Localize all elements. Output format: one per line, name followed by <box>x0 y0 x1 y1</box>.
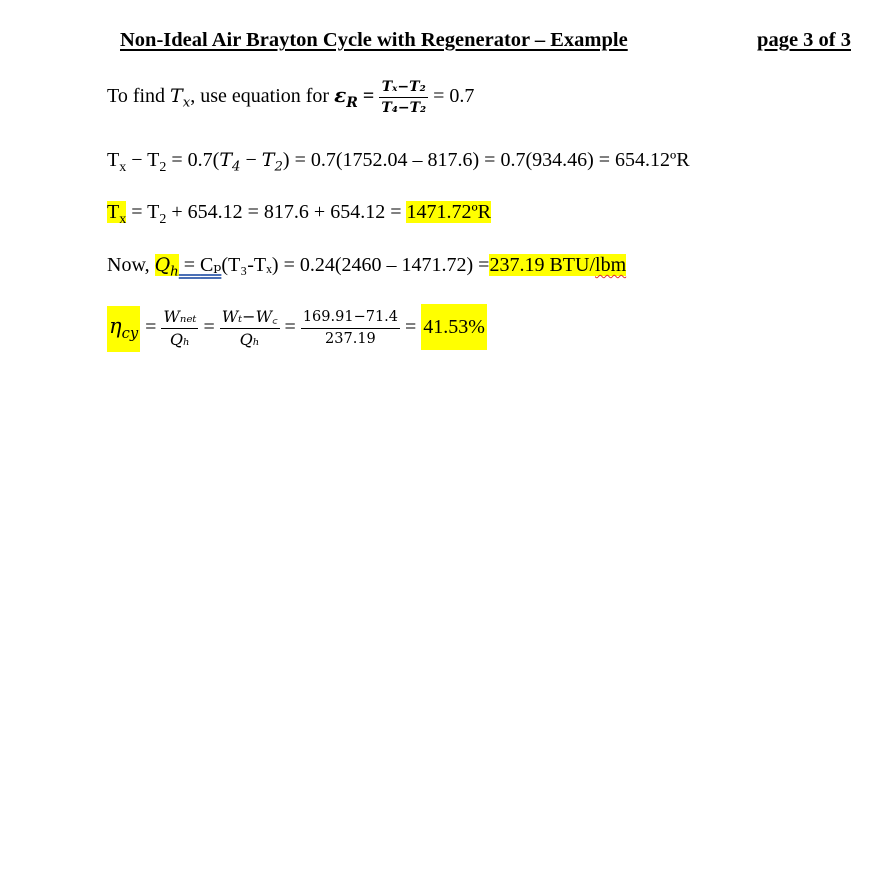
equation-line-4: Now, $Q_h = C_p(T_3-T_x) = 0.24(2460 - 1471.72) =237.19$ BTU/lbm <box>107 254 627 280</box>
wnet-over-qh-fraction: $\frac{\text{Wₙₑₜ}}{\text{Qₕ}}$ <box>163 306 197 349</box>
line1-mid: , use equation for <box>190 85 335 108</box>
t2-symbol: $T_2$ <box>261 149 283 175</box>
line1-equals: = <box>357 85 380 108</box>
line4-equals: = <box>178 254 201 276</box>
equation-line-2: $T_x - T_2 = 0.7(T_4 - T_2) = 0.7(1752.04 - 817.6) = 0.7(934.46)$ = 654.12ºR <box>107 149 690 175</box>
qh-symbol-highlight: $Q_h$ <box>154 254 179 280</box>
effectiveness-fraction <box>379 79 428 116</box>
efficiency-answer-highlight: 41.53% <box>421 304 487 350</box>
fraction-numerator: Tₓ−T₂ <box>379 79 428 98</box>
equation-line-1 <box>107 79 474 116</box>
misspelled-unit: lbm <box>595 254 627 276</box>
eta-cycle-highlight: $\eta_{cy}$ <box>107 306 140 352</box>
page-indicator: page 3 of 3 <box>757 29 851 51</box>
line1-result: = 0.7 <box>428 85 475 108</box>
cp-symbol: Cₚ <box>200 254 222 276</box>
tx-answer-highlight: 1471.72ºR <box>406 201 492 223</box>
wt-minus-wc-fraction: $\frac{\text{Wₜ−W꜀}}{\text{Qₕ}}$ <box>221 306 278 349</box>
line1-prefix: To find <box>107 85 171 108</box>
epsilon-r-symbol: $\varepsilon_R$ <box>334 83 358 112</box>
equation-line-3: $T_x = T_2 + 654.12 = 817.6 + 654.12$ = 1471.72ºR <box>107 201 492 227</box>
t4-symbol: $T_4$ <box>219 149 241 175</box>
fraction-denominator: T₄−T₂ <box>381 100 427 117</box>
tx-highlight: $T_x$ <box>107 201 127 227</box>
numeric-fraction: $\frac{169.91-71.4}{237.19}$ <box>302 309 398 347</box>
equation-line-5: $\eta_{cy}$ = $\frac{\text{Wₙₑₜ}}{\text{Qₕ}}$ = $\frac{\text{Wₜ−W꜀}}{\text{Qₕ}}$ = $\frac{169.91-71.4}{237.19}$ = 41.53% <box>107 304 487 352</box>
document-title: Non-Ideal Air Brayton Cycle with Regenerator – Example <box>120 29 628 51</box>
qh-answer-highlight: 237.19 BTU/lbm <box>489 254 627 276</box>
page-header <box>120 28 851 52</box>
line2-calculation: ) = 0.7(1752.04 – 817.6) = 0.7(934.46) = 654.12ºR <box>282 149 690 171</box>
tx-symbol: $T_x$ <box>170 85 191 111</box>
line4-calculation: (T₃-Tₓ) = 0.24(2460 – 1471.72) = <box>221 254 490 276</box>
